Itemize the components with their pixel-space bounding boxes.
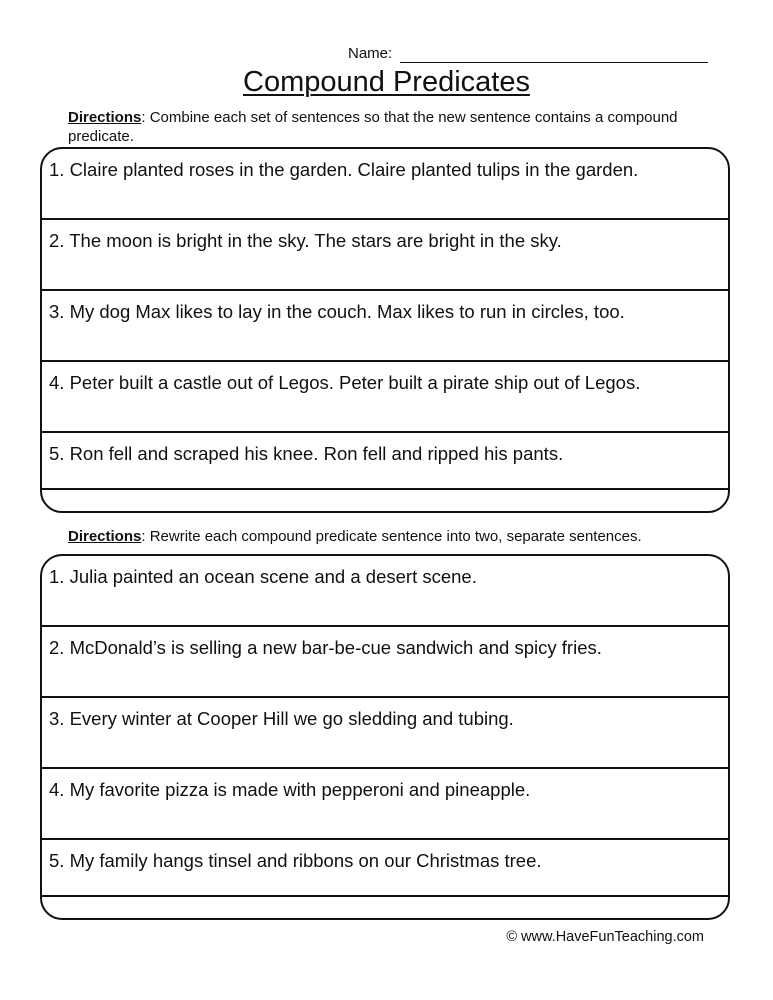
exercise-prompt: 2. McDonald’s is selling a new bar-be-cue sandwich and spicy fries.	[49, 637, 602, 658]
exercise-prompt: 1. Claire planted roses in the garden. Claire planted tulips in the garden.	[49, 159, 639, 180]
exercise-row[interactable]	[42, 433, 728, 504]
exercise-row[interactable]	[42, 220, 728, 291]
answer-line	[42, 895, 728, 897]
exercise-prompt: 3. Every winter at Cooper Hill we go sledding and tubing.	[49, 708, 514, 729]
exercise-prompt: 1. Julia painted an ocean scene and a desert scene.	[49, 566, 477, 587]
exercise-prompt: 5. My family hangs tinsel and ribbons on our Christmas tree.	[49, 850, 542, 871]
exercise-prompt: 2. The moon is bright in the sky. The stars are bright in the sky.	[49, 230, 562, 251]
exercise-prompt: 5. Ron fell and scraped his knee. Ron fell and ripped his pants.	[49, 443, 564, 464]
exercise-prompt: 4. Peter built a castle out of Legos. Peter built a pirate ship out of Legos.	[49, 372, 641, 393]
directions-text-1: : Combine each set of sentences so that the new sentence contains a compound predicate.	[68, 109, 678, 145]
copyright-footer: © www.HaveFunTeaching.com	[506, 929, 704, 945]
page-title: Compound Predicates	[243, 66, 530, 98]
directions-label-2: Directions	[68, 528, 142, 545]
exercise-prompt: 3. My dog Max likes to lay in the couch. Max likes to run in circles, too.	[49, 301, 625, 322]
exercise-row[interactable]	[42, 291, 728, 362]
directions-text-2: : Rewrite each compound predicate sentence into two, separate sentences.	[141, 528, 642, 545]
exercise-row[interactable]	[42, 149, 728, 220]
exercise-box-1	[40, 147, 730, 513]
directions-section-2	[68, 527, 728, 546]
exercise-row[interactable]	[42, 556, 728, 627]
directions-label-1: Directions	[68, 109, 142, 126]
exercise-prompt: 4. My favorite pizza is made with pepperoni and pineapple.	[49, 779, 531, 800]
exercise-row[interactable]	[42, 627, 728, 698]
exercise-row[interactable]	[42, 769, 728, 840]
exercise-row[interactable]	[42, 362, 728, 433]
name-label: Name:	[348, 45, 393, 62]
directions-section-1	[68, 108, 708, 146]
answer-line	[42, 488, 728, 490]
exercise-box-2	[40, 554, 730, 920]
exercise-row[interactable]	[42, 840, 728, 911]
exercise-row[interactable]	[42, 698, 728, 769]
